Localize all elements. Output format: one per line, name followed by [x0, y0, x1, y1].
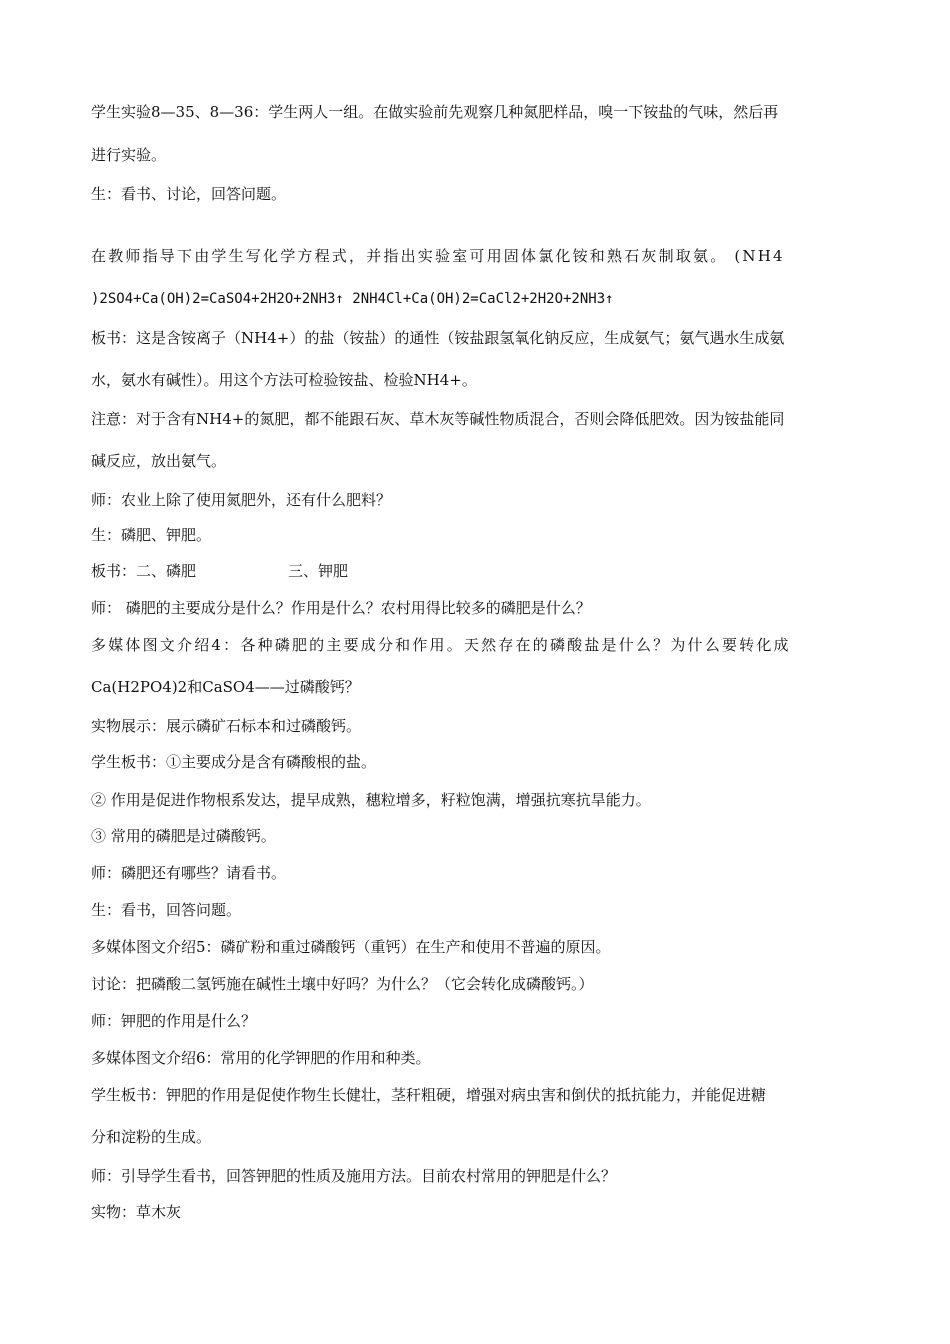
paragraph-line-9: 碱反应，放出氨气。 — [91, 452, 227, 470]
paragraph-line-4: 在教师指导下由学生写化学方程式，并指出实验室可用固体氯化铵和熟石灰制取氨。 (NH4 — [91, 247, 785, 265]
paragraph-line-24: 师：钾肥的作用是什么？ — [91, 1012, 257, 1030]
paragraph-line-17: 学生板书：①主要成分是含有磷酸根的盐。 — [91, 753, 377, 771]
paragraph-line-3: 生：看书、讨论，回答问题。 — [91, 185, 287, 203]
paragraph-line-1: 学生实验8—35、8—36：学生两人一组。在做实验前先观察几种氮肥样品，嗅一下铵盐的气味，然后再 — [91, 103, 779, 121]
paragraph-line-13: 师： 磷肥的主要成分是什么？作用是什么？农村用得比较多的磷肥是什么？ — [91, 599, 591, 617]
paragraph-line-19: ③ 常用的磷肥是过磷酸钙。 — [91, 827, 276, 845]
board-item-2: 二、磷肥 — [136, 562, 197, 580]
paragraph-line-15: Ca(H2PO4)2和CaSO4——过磷酸钙？ — [91, 678, 360, 696]
paragraph-line-16: 实物展示：展示磷矿石标本和过磷酸钙。 — [91, 717, 362, 735]
paragraph-line-6: 板书：这是含铵离子（NH4+）的盐（铵盐）的通性（铵盐跟氢氧化钠反应，生成氨气；氨气遇水生成氨 — [91, 329, 785, 347]
paragraph-line-18: ② 作用是促进作物根系发达，提早成熟，穗粒增多，籽粒饱满，增强抗寒抗旱能力。 — [91, 791, 651, 809]
paragraph-line-10: 师：农业上除了使用氮肥外，还有什么肥料？ — [91, 491, 392, 509]
paragraph-line-11: 生：磷肥、钾肥。 — [91, 526, 212, 544]
paragraph-line-29: 实物：草木灰 — [91, 1203, 182, 1221]
equation-line: )2SO4+Ca(OH)2=CaSO4+2H2O+2NH3↑ 2NH4Cl+Ca(OH)2=CaCl2+2H2O+2NH3↑ — [91, 291, 614, 307]
paragraph-line-2: 进行实验。 — [91, 146, 167, 164]
board-label: 板书： — [91, 562, 137, 580]
paragraph-line-14: 多媒体图文介绍4：各种磷肥的主要成分和作用。天然存在的磷酸盐是什么？为什么要转化成 — [91, 636, 791, 654]
paragraph-line-26: 学生板书：钾肥的作用是促使作物生长健壮，茎秆粗硬，增强对病虫害和倒伏的抵抗能力，并能促进糖 — [91, 1086, 767, 1104]
paragraph-line-28: 师：引导学生看书，回答钾肥的性质及施用方法。目前农村常用的钾肥是什么？ — [91, 1167, 617, 1185]
paragraph-line-22: 多媒体图文介绍5：磷矿粉和重过磷酸钙（重钙）在生产和使用不普遍的原因。 — [91, 938, 611, 956]
paragraph-line-27: 分和淀粉的生成。 — [91, 1128, 212, 1146]
paragraph-line-21: 生：看书，回答问题。 — [91, 901, 242, 919]
paragraph-line-8: 注意：对于含有NH4+的氮肥，都不能跟石灰、草木灰等碱性物质混合，否则会降低肥效。因为铵盐能同 — [91, 410, 785, 428]
board-item-3: 三、钾肥 — [288, 562, 349, 580]
paragraph-line-23: 讨论：把磷酸二氢钙施在碱性土壤中好吗？为什么？（它会转化成磷酸钙。） — [91, 975, 594, 993]
paragraph-line-25: 多媒体图文介绍6：常用的化学钾肥的作用和种类。 — [91, 1049, 431, 1067]
paragraph-line-20: 师：磷肥还有哪些？请看书。 — [91, 864, 287, 882]
paragraph-line-12 — [91, 561, 871, 581]
paragraph-line-7: 水，氨水有碱性）。用这个方法可检验铵盐、检验NH4+。 — [91, 371, 477, 389]
